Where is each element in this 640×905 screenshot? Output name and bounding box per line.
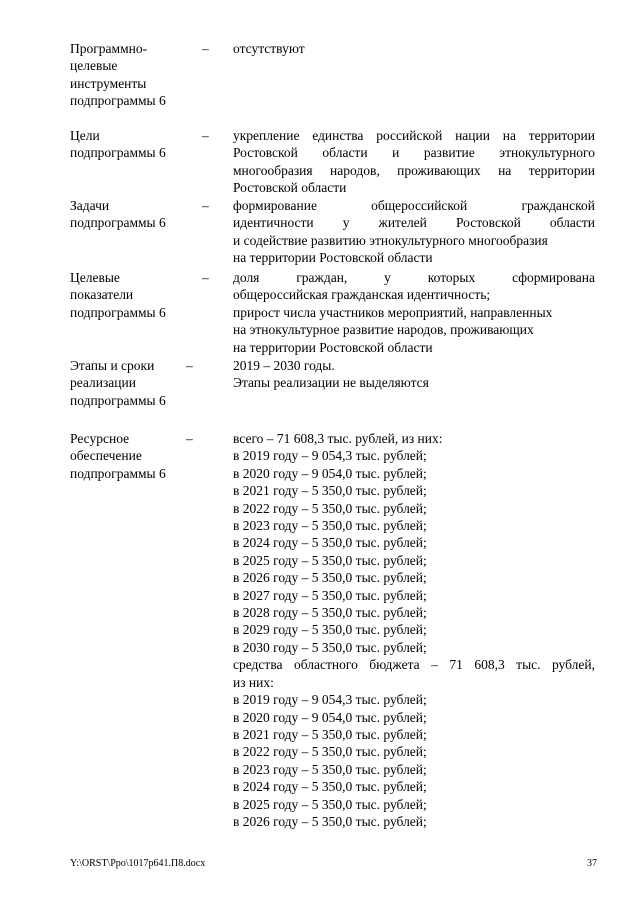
row-label: Задачи подпрограммы 6 xyxy=(70,198,166,231)
row-dash: – xyxy=(202,198,209,213)
row-value: 2019 – 2030 годы. Этапы реализации не выделяются xyxy=(233,358,429,391)
row-dash: – xyxy=(202,270,209,285)
row-dash: – xyxy=(186,431,193,446)
row-value: формирование общероссийской гражданской идентичности у жителей Ростовской области и содействие развитию этнокультурного многообразия на территории Ростовской области xyxy=(233,198,595,266)
footer-file-path: Y:\ORST\Ppo\1017p641.П8.docx xyxy=(70,858,206,869)
row-value: доля граждан, у которых сформирована общероссийская гражданская идентичность; прирост числа участников мероприятий, направленных на этнокультурное развитие народов, проживающих на территории Ростовской области xyxy=(233,270,595,355)
row-label: Ресурсное обеспечение подпрограммы 6 xyxy=(70,431,166,481)
row-dash: – xyxy=(186,358,193,373)
row-value: всего – 71 608,3 тыс. рублей, из них: в 2019 году – 9 054,3 тыс. рублей; в 2020 году – 9 054,0 тыс. рублей; в 2021 году – 5 350,0 тыс. рублей; в 2022 году – 5 350,0 тыс. рублей; в 2023 году – 5 350,0 тыс. рублей; в 2024 году – 5 350,0 тыс. рублей; в 2025 году – 5 350,0 тыс. рублей; в 2026 году – 5 350,0 тыс. рублей; в 2027 году – 5 350,0 тыс. рублей; в 2028 году – 5 350,0 тыс. рублей; в 2029 году – 5 350,0 тыс. рублей; в 2030 году – 5 350,0 тыс. рублей; средства областного бюджета – 71 608,3 тыс. рублей, из них: в 2019 году – 9 054,3 тыс. рублей; в 2020 году – 9 054,0 тыс. рублей; в 2021 году – 5 350,0 тыс. рублей; в 2022 году – 5 350,0 тыс. рублей; в 2023 году – 5 350,0 тыс. рублей; в 2024 году – 5 350,0 тыс. рублей; в 2025 году – 5 350,0 тыс. рублей; в 2026 году – 5 350,0 тыс. рублей; xyxy=(233,431,595,829)
row-dash: – xyxy=(202,41,209,56)
row-label: Цели подпрограммы 6 xyxy=(70,128,166,161)
row-label: Целевые показатели подпрограммы 6 xyxy=(70,270,166,320)
row-label: Этапы и сроки реализации подпрограммы 6 xyxy=(70,358,166,408)
row-value: укрепление единства российской нации на территории Ростовской области и развитие этнокультурного многообразия народов, проживающих на территории Ростовской области xyxy=(233,128,595,196)
footer-page-number: 37 xyxy=(587,858,597,869)
row-label: Программно- целевые инструменты подпрограммы 6 xyxy=(70,41,166,109)
row-value: отсутствуют xyxy=(233,41,305,56)
row-dash: – xyxy=(202,128,209,143)
